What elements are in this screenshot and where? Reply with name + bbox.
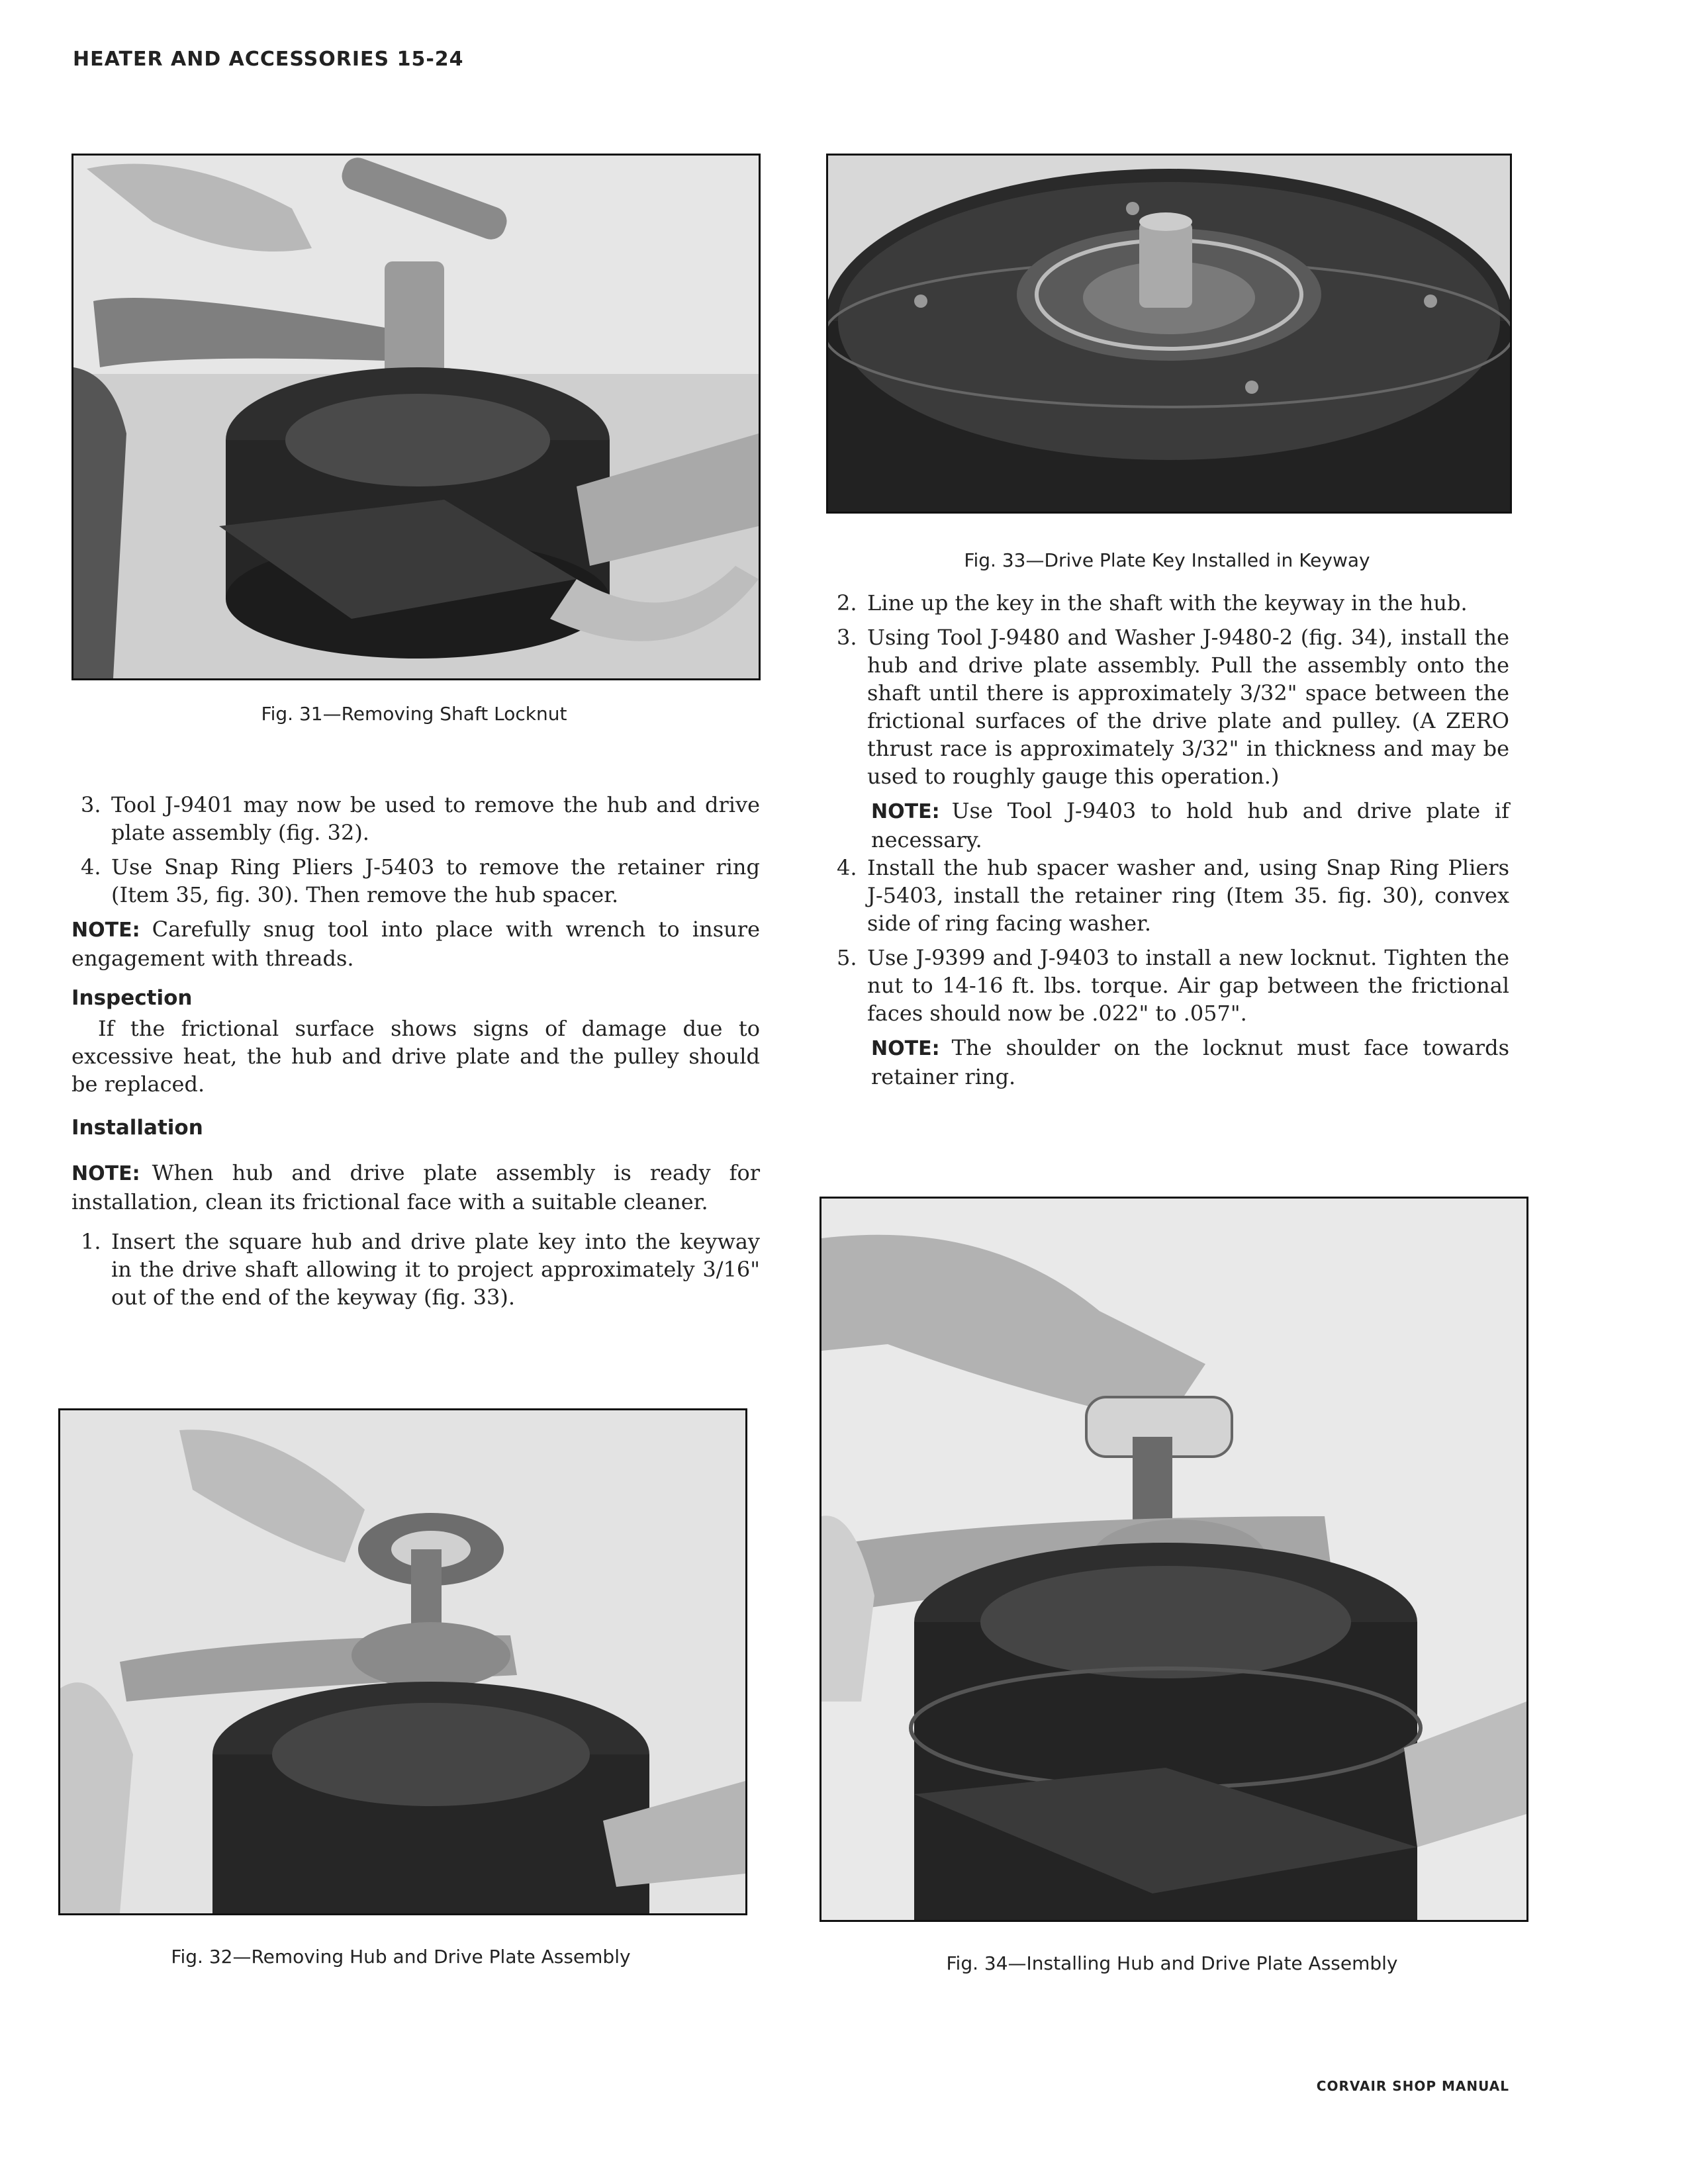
- left-list-a: [71, 791, 760, 909]
- list-text: Using Tool J-9480 and Washer J-9480-2 (fig. 34), install the hub and drive plate assembly. Pull the assembly onto the shaft until there is approximately 3/32" space between the frictional surfaces of the drive plate and pulley. (A ZERO thrust race is approximately 3/32" in thickness and may be used to roughly gauge this operation.): [867, 625, 1509, 789]
- note-text: Use Tool J-9403 to hold hub and drive plate if necessary.: [871, 798, 1509, 852]
- list-number: 3.: [837, 625, 857, 650]
- fig33-illustration: [828, 156, 1510, 512]
- note: [871, 797, 1509, 854]
- list-text: Install the hub spacer washer and, using Snap Ring Pliers J-5403, install the retainer ring (Item 35. fig. 30), convex side of ring facing washer.: [867, 855, 1509, 936]
- list-text: Tool J-9401 may now be used to remove the hub and drive plate assembly (fig. 32).: [111, 792, 760, 845]
- running-head: HEATER AND ACCESSORIES 15-24: [73, 48, 464, 71]
- section-heading: Installation: [71, 1116, 203, 1140]
- note-label: NOTE:: [71, 1162, 140, 1185]
- note-label: NOTE:: [871, 800, 940, 823]
- footer: CORVAIR SHOP MANUAL: [1316, 2078, 1509, 2094]
- fig31-photo: [71, 154, 761, 680]
- list-text: Line up the key in the shaft with the keyway in the hub.: [867, 590, 1468, 615]
- left-column: [71, 791, 760, 1318]
- list-item: [71, 1228, 760, 1311]
- note: [71, 1159, 760, 1216]
- list-item: [71, 853, 760, 909]
- list-number: 3.: [81, 792, 101, 817]
- fig34-photo: [820, 1197, 1528, 1922]
- list-text: Use J-9399 and J-9403 to install a new locknut. Tighten the nut to 14-16 ft. lbs. torque. Air gap between the frictional faces should now be .022" to .057".: [867, 945, 1509, 1026]
- list-item: [827, 589, 1509, 617]
- list-item: [827, 944, 1509, 1027]
- fig32-caption: Fig. 32—Removing Hub and Drive Plate Assembly: [171, 1946, 631, 1968]
- fig34-illustration: [821, 1199, 1526, 1920]
- section-heading: Inspection: [71, 986, 193, 1010]
- list-item: [71, 791, 760, 846]
- fig31-caption: Fig. 31—Removing Shaft Locknut: [261, 703, 567, 725]
- fig34-caption: Fig. 34—Installing Hub and Drive Plate Assembly: [946, 1952, 1398, 1974]
- note: [871, 1034, 1509, 1091]
- note-text: Carefully snug tool into place with wrench to insure engagement with threads.: [71, 917, 760, 971]
- note-label: NOTE:: [871, 1037, 940, 1060]
- list-number: 1.: [81, 1229, 101, 1254]
- fig32-photo: [58, 1408, 747, 1915]
- note: [71, 915, 760, 972]
- list-text: Use Snap Ring Pliers J-5403 to remove the retainer ring (Item 35, fig. 30). Then remove the hub spacer.: [111, 854, 760, 907]
- fig32-illustration: [60, 1410, 745, 1913]
- list-text: Insert the square hub and drive plate key into the keyway in the drive shaft allowing it to project approximately 3/16" out of the end of the keyway (fig. 33).: [111, 1229, 760, 1310]
- list-number: 4.: [837, 855, 857, 880]
- list-item: [827, 854, 1509, 937]
- fig31-illustration: [73, 156, 759, 678]
- list-number: 5.: [837, 945, 857, 970]
- note-text: The shoulder on the locknut must face towards retainer ring.: [871, 1035, 1509, 1089]
- fig33-caption: Fig. 33—Drive Plate Key Installed in Keyway: [964, 549, 1370, 571]
- list-number: 4.: [81, 854, 101, 880]
- note-text: When hub and drive plate assembly is ready for installation, clean its frictional face with a suitable cleaner.: [71, 1160, 760, 1214]
- fig33-photo: [826, 154, 1512, 514]
- list-number: 2.: [837, 590, 857, 615]
- right-column: [827, 589, 1509, 1091]
- note-label: NOTE:: [71, 919, 140, 942]
- paragraph: If the frictional surface shows signs of damage due to excessive heat, the hub and drive plate and the pulley should be replaced.: [71, 1016, 760, 1097]
- list-item: [827, 623, 1509, 790]
